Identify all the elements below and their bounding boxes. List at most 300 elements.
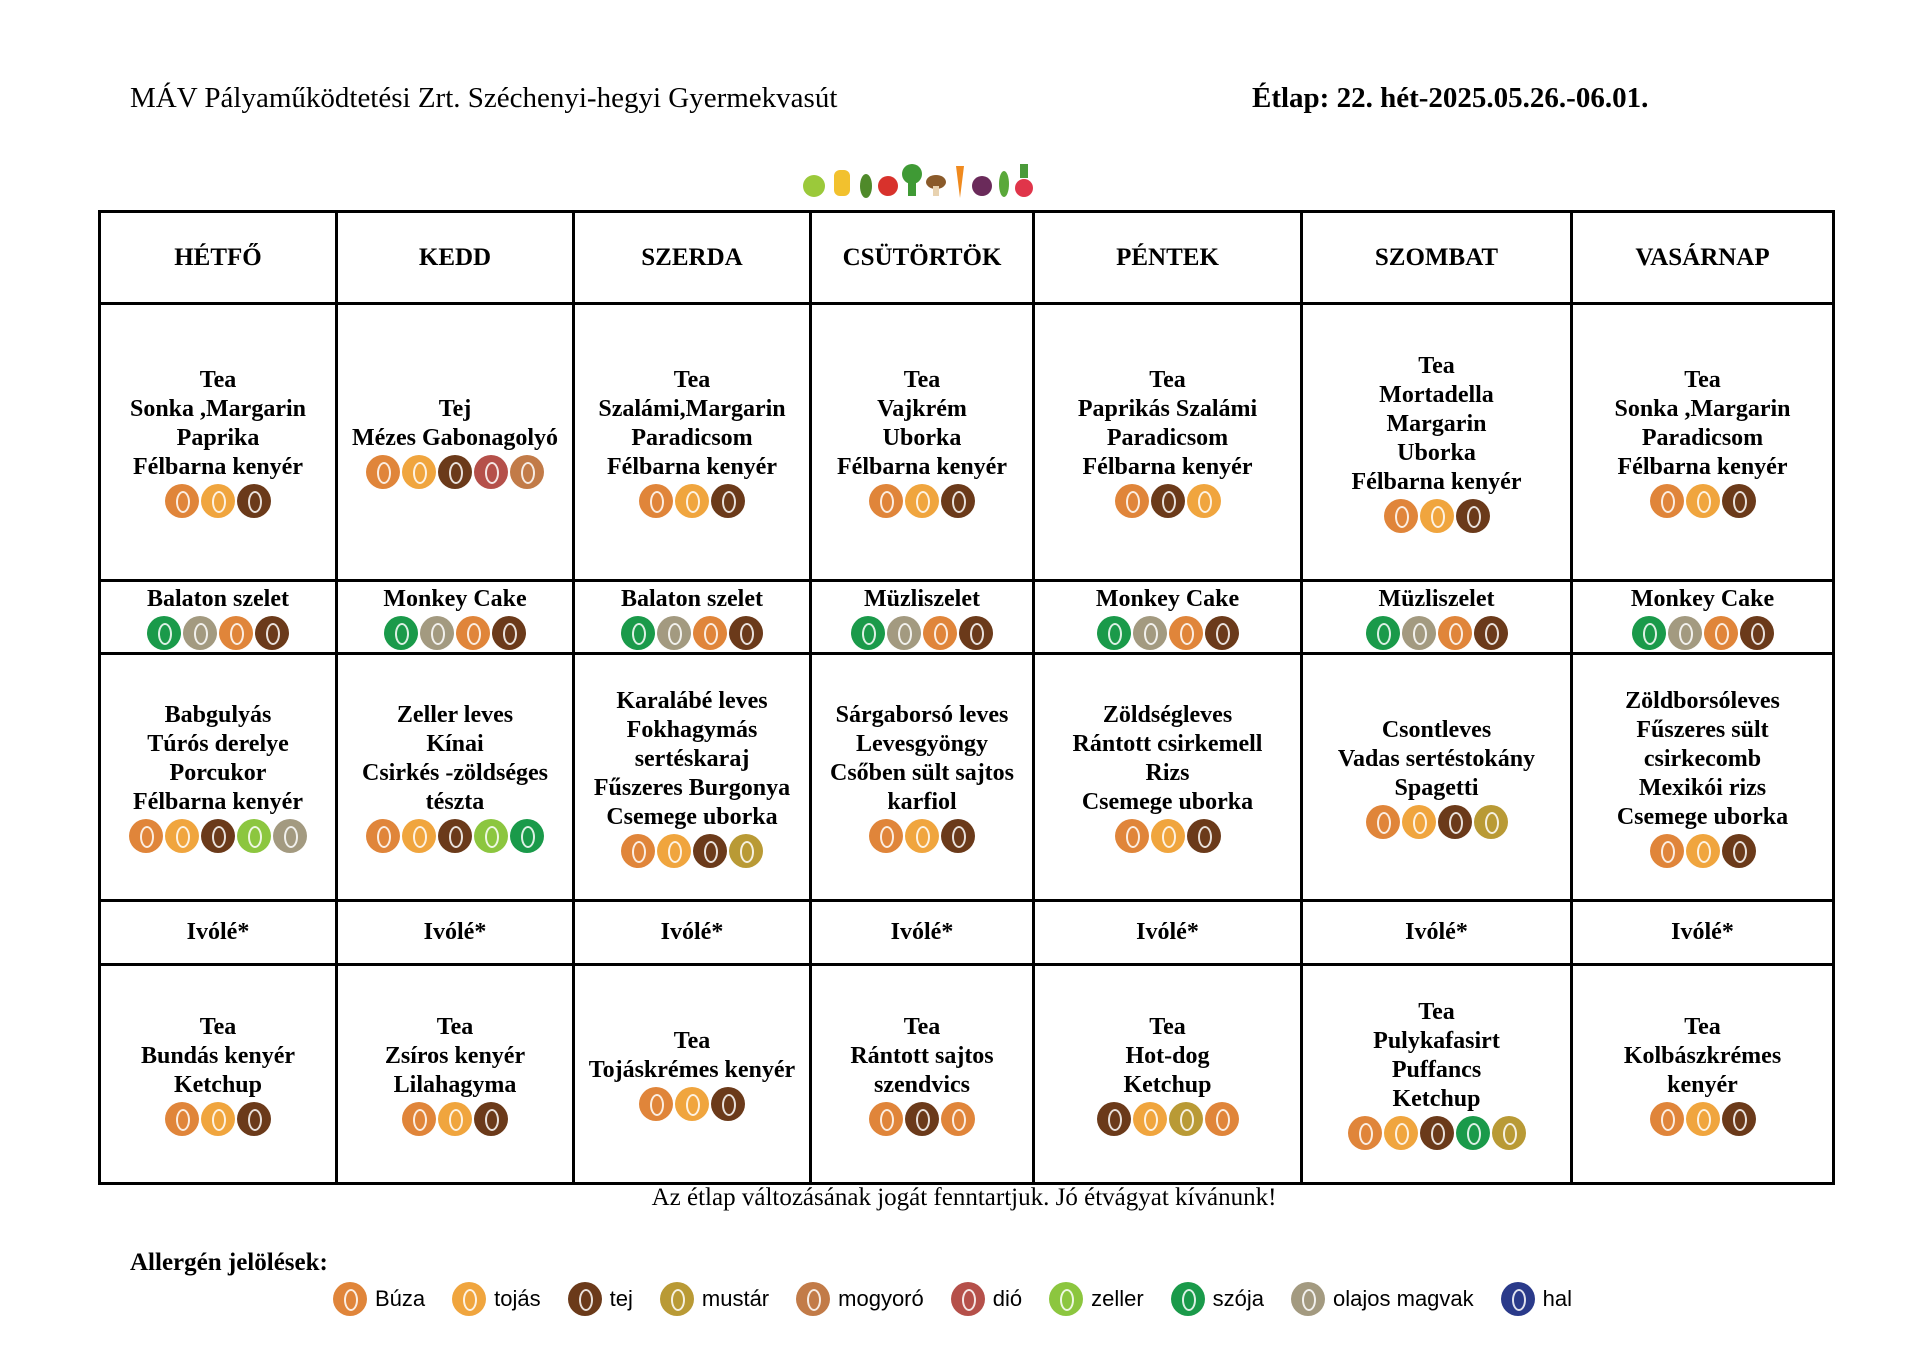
menu-item: Ivólé* xyxy=(890,919,954,945)
tej-allergen-icon xyxy=(492,616,526,650)
lunch-cell xyxy=(1302,654,1572,901)
menu-item: Félbarna kenyér xyxy=(133,454,303,480)
szoja-allergen-icon xyxy=(1097,616,1131,650)
szoja-allergen-icon xyxy=(1171,1282,1205,1316)
menu-item: Ivólé* xyxy=(1405,919,1468,945)
allergen-icons xyxy=(868,1102,976,1136)
buza-allergen-icon xyxy=(1704,616,1738,650)
tojas-allergen-icon xyxy=(402,819,436,853)
menu-item: Puffancs xyxy=(1391,1057,1482,1083)
tojas-allergen-icon xyxy=(905,484,939,518)
mustar-allergen-icon xyxy=(1169,1102,1203,1136)
menu-item: Túrós derelye xyxy=(147,731,289,757)
buza-allergen-icon xyxy=(1650,834,1684,868)
menu-item: Ivólé* xyxy=(1671,919,1734,945)
breakfast-cell xyxy=(1034,304,1302,581)
dinner-cell xyxy=(574,965,811,1184)
menu-item: Csirkés -zöldséges xyxy=(362,760,548,786)
menu-item: Tea xyxy=(1418,999,1455,1025)
olajos-allergen-icon xyxy=(1291,1282,1325,1316)
menu-item: Balaton szelet xyxy=(147,585,289,612)
allergen-icons xyxy=(1649,834,1757,868)
allergen-icons xyxy=(383,616,527,650)
snack-cell xyxy=(811,581,1034,654)
tojas-allergen-icon xyxy=(1686,1102,1720,1136)
menu-item: Zöldborsóleves xyxy=(1625,687,1780,714)
snack-row xyxy=(100,581,1834,654)
day-header: KEDD xyxy=(337,212,574,304)
dinner-cell xyxy=(1572,965,1834,1184)
menu-item: Tea xyxy=(673,1028,711,1054)
buza-allergen-icon xyxy=(639,484,673,518)
buza-allergen-icon xyxy=(1650,484,1684,518)
menu-item: Félbarna kenyér xyxy=(1351,468,1522,495)
menu-item: Mexikói rizs xyxy=(1638,774,1767,801)
menu-item: Margarin xyxy=(1386,410,1487,437)
organization-title: MÁV Pályaműködtetési Zrt. Széchenyi-hegyi Gyermekvasút xyxy=(130,82,838,114)
snack-cell xyxy=(1572,581,1834,654)
szoja-allergen-icon xyxy=(147,616,181,650)
legend-item xyxy=(1048,1282,1144,1316)
menu-item: Tea xyxy=(1418,352,1455,379)
day-header: VASÁRNAP xyxy=(1572,212,1834,304)
tej-allergen-icon xyxy=(1474,616,1508,650)
breakfast-cell xyxy=(574,304,811,581)
buza-allergen-icon xyxy=(869,1102,903,1136)
allergen-icons xyxy=(1114,484,1222,518)
menu-item: Mortadella xyxy=(1379,381,1494,408)
tej-allergen-icon xyxy=(941,484,975,518)
tej-allergen-icon xyxy=(1722,834,1756,868)
tojas-allergen-icon xyxy=(1686,484,1720,518)
dinner-cell xyxy=(1302,965,1572,1184)
allergen-icons xyxy=(1383,499,1491,533)
hal-allergen-icon xyxy=(1501,1282,1535,1316)
menu-item: Csemege uborka xyxy=(1081,789,1254,815)
menu-item: Babgulyás xyxy=(164,702,272,728)
menu-item: Levesgyöngy xyxy=(856,731,988,757)
day-header-row xyxy=(100,212,1834,304)
buza-allergen-icon xyxy=(923,616,957,650)
menu-item: Pulykafasirt xyxy=(1373,1028,1500,1054)
szoja-allergen-icon xyxy=(384,616,418,650)
menu-item: Zöldségleves xyxy=(1102,702,1233,728)
legend-label: zeller xyxy=(1091,1286,1144,1311)
footer-note: Az étlap változásának jogát fenntartjuk. Jó étvágyat kívánunk! xyxy=(651,1184,1277,1211)
tojas-allergen-icon xyxy=(1420,499,1454,533)
menu-item: Rizs xyxy=(1145,760,1190,786)
legend-item xyxy=(795,1282,924,1316)
menu-item: Sonka ,Margarin xyxy=(129,396,306,422)
olajos-allergen-icon xyxy=(1133,616,1167,650)
tej-allergen-icon xyxy=(941,819,975,853)
menu-item: Monkey Cake xyxy=(1630,585,1775,612)
tej-allergen-icon xyxy=(1151,484,1185,518)
legend-label: tojás xyxy=(494,1286,541,1311)
szoja-allergen-icon xyxy=(851,616,885,650)
buza-allergen-icon xyxy=(1650,1102,1684,1136)
mustar-allergen-icon xyxy=(660,1282,694,1316)
buza-allergen-icon xyxy=(1438,616,1472,650)
allergen-icons xyxy=(365,455,545,489)
menu-item: Félbarna kenyér xyxy=(1082,454,1253,480)
dinner-cell xyxy=(100,965,337,1184)
menu-item: Paradicsom xyxy=(1106,425,1229,451)
tej-allergen-icon xyxy=(905,1102,939,1136)
buza-allergen-icon xyxy=(1205,1102,1239,1136)
menu-item: Csontleves xyxy=(1381,716,1492,743)
snack-cell xyxy=(574,581,811,654)
tojas-allergen-icon xyxy=(201,484,235,518)
day-header: SZERDA xyxy=(574,212,811,304)
tojas-allergen-icon xyxy=(402,455,436,489)
menu-item: Ketchup xyxy=(173,1071,262,1098)
buza-allergen-icon xyxy=(1384,499,1418,533)
menu-item: Tea xyxy=(1149,367,1186,393)
tojas-allergen-icon xyxy=(1402,805,1436,839)
drink-cell xyxy=(574,901,811,965)
breakfast-cell xyxy=(100,304,337,581)
menu-item: Karalábé leves xyxy=(616,687,768,714)
legend-label: hal xyxy=(1542,1286,1573,1311)
allergen-icons xyxy=(638,1087,746,1121)
menu-item: Vajkrém xyxy=(877,396,967,422)
buza-allergen-icon xyxy=(621,834,655,868)
tojas-allergen-icon xyxy=(657,834,691,868)
day-header: CSÜTÖRTÖK xyxy=(811,212,1034,304)
legend-label: olajos magvak xyxy=(1333,1286,1474,1311)
legend-item xyxy=(659,1282,769,1316)
allergen-icons xyxy=(1347,1116,1527,1150)
legend-item xyxy=(567,1282,633,1316)
drink-cell xyxy=(1302,901,1572,965)
drink-cell xyxy=(100,901,337,965)
menu-item: Tea xyxy=(1149,1013,1186,1040)
drink-cell xyxy=(1572,901,1834,965)
tojas-allergen-icon xyxy=(165,819,199,853)
menu-item: Tea xyxy=(673,367,711,393)
tej-allergen-icon xyxy=(255,616,289,650)
allergen-legend xyxy=(332,1282,1598,1316)
menu-item: Kínai xyxy=(426,731,484,757)
tej-allergen-icon xyxy=(1456,499,1490,533)
breakfast-row xyxy=(100,304,1834,581)
menu-item: Tea xyxy=(903,1013,941,1040)
allergen-icons xyxy=(1649,1102,1757,1136)
buza-allergen-icon xyxy=(869,484,903,518)
tojas-allergen-icon xyxy=(905,819,939,853)
tej-allergen-icon xyxy=(438,819,472,853)
menu-item: Ivólé* xyxy=(660,919,724,945)
tej-allergen-icon xyxy=(568,1282,602,1316)
breakfast-cell xyxy=(1572,304,1834,581)
buza-allergen-icon xyxy=(1169,616,1203,650)
menu-item: Ivólé* xyxy=(186,919,250,945)
menu-item: karfiol xyxy=(887,789,957,815)
menu-item: Tea xyxy=(903,367,941,393)
lunch-cell xyxy=(1572,654,1834,901)
allergen-icons xyxy=(146,616,290,650)
szoja-allergen-icon xyxy=(510,819,544,853)
tej-allergen-icon xyxy=(959,616,993,650)
menu-item: Lilahagyma xyxy=(393,1071,517,1098)
menu-item: Ketchup xyxy=(1123,1071,1212,1098)
tej-allergen-icon xyxy=(1722,484,1756,518)
allergen-icons xyxy=(1096,616,1240,650)
olajos-allergen-icon xyxy=(183,616,217,650)
buza-allergen-icon xyxy=(165,484,199,518)
allergen-icons xyxy=(164,1102,272,1136)
buza-allergen-icon xyxy=(1115,484,1149,518)
buza-allergen-icon xyxy=(333,1282,367,1316)
lunch-cell xyxy=(1034,654,1302,901)
menu-item: Tea xyxy=(1684,367,1721,393)
tojas-allergen-icon xyxy=(1151,819,1185,853)
zeller-allergen-icon xyxy=(237,819,271,853)
breakfast-cell xyxy=(337,304,574,581)
menu-item: Ivólé* xyxy=(1136,919,1199,945)
menu-item: Fűszeres sült xyxy=(1636,716,1769,743)
menu-item: Paprika xyxy=(176,425,260,451)
menu-item: Fokhagymás xyxy=(626,716,758,743)
lunch-row xyxy=(100,654,1834,901)
olajos-allergen-icon xyxy=(273,819,307,853)
day-header: PÉNTEK xyxy=(1034,212,1302,304)
menu-item: kenyér xyxy=(1667,1071,1738,1098)
menu-item: Bundás kenyér xyxy=(140,1042,296,1069)
menu-item: Zeller leves xyxy=(396,702,514,728)
tojas-allergen-icon xyxy=(1187,484,1221,518)
olajos-allergen-icon xyxy=(1402,616,1436,650)
mogyoro-allergen-icon xyxy=(510,455,544,489)
menu-item: Csemege uborka xyxy=(1616,803,1789,830)
menu-item: Tojáskrémes kenyér xyxy=(588,1057,796,1083)
tej-allergen-icon xyxy=(1097,1102,1131,1136)
menu-item: Müzliszelet xyxy=(1378,585,1495,612)
mustar-allergen-icon xyxy=(1474,805,1508,839)
tojas-allergen-icon xyxy=(1133,1102,1167,1136)
menu-item: Tea xyxy=(199,1013,237,1040)
menu-item: Félbarna kenyér xyxy=(1617,454,1788,480)
menu-item: Fűszeres Burgonya xyxy=(593,774,791,801)
menu-item: Hot-dog xyxy=(1125,1042,1210,1069)
menu-item: sertéskaraj xyxy=(634,745,750,772)
day-header: HÉTFŐ xyxy=(100,212,337,304)
lunch-cell xyxy=(100,654,337,901)
menu-item: Rántott csirkemell xyxy=(1072,731,1263,757)
drink-cell xyxy=(1034,901,1302,965)
zeller-allergen-icon xyxy=(474,819,508,853)
menu-item: Ivólé* xyxy=(423,919,487,945)
allergen-icons xyxy=(868,819,976,853)
allergen-icons xyxy=(128,819,308,853)
menu-item: Zsíros kenyér xyxy=(384,1042,526,1069)
tej-allergen-icon xyxy=(438,455,472,489)
allergen-icons xyxy=(868,484,976,518)
menu-item: Tea xyxy=(199,367,237,393)
menu-item: Félbarna kenyér xyxy=(607,454,777,480)
tojas-allergen-icon xyxy=(452,1282,486,1316)
legend-item xyxy=(1290,1282,1474,1316)
szoja-allergen-icon xyxy=(1366,616,1400,650)
tej-allergen-icon xyxy=(1187,819,1221,853)
tej-allergen-icon xyxy=(201,819,235,853)
buza-allergen-icon xyxy=(366,819,400,853)
week-title: Étlap: 22. hét-2025.05.26.-06.01. xyxy=(1252,82,1649,114)
dio-allergen-icon xyxy=(474,455,508,489)
zeller-allergen-icon xyxy=(1049,1282,1083,1316)
tojas-allergen-icon xyxy=(438,1102,472,1136)
legend-item xyxy=(1500,1282,1572,1316)
dinner-cell xyxy=(1034,965,1302,1184)
legend-label: dió xyxy=(992,1286,1023,1311)
menu-item: Szalámi,Margarin xyxy=(598,396,786,422)
lunch-cell xyxy=(337,654,574,901)
olajos-allergen-icon xyxy=(657,616,691,650)
vegetables-decoration-icon xyxy=(800,158,1040,200)
mustar-allergen-icon xyxy=(1492,1116,1526,1150)
menu-item: Müzliszelet xyxy=(864,585,980,612)
menu-item: Mézes Gabonagolyó xyxy=(352,425,558,451)
dinner-cell xyxy=(337,965,574,1184)
menu-item: Tej xyxy=(438,396,472,422)
menu-item: Rántott sajtos xyxy=(850,1042,994,1069)
tej-allergen-icon xyxy=(711,484,745,518)
tej-allergen-icon xyxy=(474,1102,508,1136)
menu-item: csirkecomb xyxy=(1643,745,1762,772)
legend-item xyxy=(451,1282,540,1316)
drink-cell xyxy=(337,901,574,965)
legend-title: Allergén jelölések: xyxy=(130,1249,328,1276)
buza-allergen-icon xyxy=(366,455,400,489)
szoja-allergen-icon xyxy=(1456,1116,1490,1150)
menu-item: Csemege uborka xyxy=(606,803,778,830)
menu-item: Paprikás Szalámi xyxy=(1077,396,1258,422)
dio-allergen-icon xyxy=(951,1282,985,1316)
buza-allergen-icon xyxy=(1366,805,1400,839)
menu-item: Ketchup xyxy=(1392,1086,1481,1112)
buza-allergen-icon xyxy=(219,616,253,650)
allergen-icons xyxy=(620,616,764,650)
tojas-allergen-icon xyxy=(201,1102,235,1136)
tej-allergen-icon xyxy=(1205,616,1239,650)
menu-table xyxy=(98,210,1835,1185)
legend-label: mustár xyxy=(701,1286,770,1311)
menu-item: Balaton szelet xyxy=(621,585,763,612)
breakfast-cell xyxy=(811,304,1034,581)
drink-cell xyxy=(811,901,1034,965)
allergen-icons xyxy=(401,1102,509,1136)
buza-allergen-icon xyxy=(402,1102,436,1136)
tej-allergen-icon xyxy=(693,834,727,868)
allergen-icons xyxy=(620,834,764,868)
menu-item: Paradicsom xyxy=(1641,425,1764,451)
olajos-allergen-icon xyxy=(1668,616,1702,650)
legend-item xyxy=(950,1282,1022,1316)
allergen-icons xyxy=(1631,616,1775,650)
day-header: SZOMBAT xyxy=(1302,212,1572,304)
menu-item: Monkey Cake xyxy=(1095,585,1240,612)
snack-cell xyxy=(100,581,337,654)
menu-item: Csőben sült sajtos xyxy=(829,760,1015,786)
snack-cell xyxy=(1034,581,1302,654)
tej-allergen-icon xyxy=(237,484,271,518)
mogyoro-allergen-icon xyxy=(796,1282,830,1316)
dinner-cell xyxy=(811,965,1034,1184)
buza-allergen-icon xyxy=(1348,1116,1382,1150)
allergen-icons xyxy=(850,616,994,650)
menu-item: szendvics xyxy=(874,1071,970,1098)
allergen-icons xyxy=(1365,805,1509,839)
buza-allergen-icon xyxy=(869,819,903,853)
tej-allergen-icon xyxy=(1438,805,1472,839)
allergen-icons xyxy=(1365,616,1509,650)
tojas-allergen-icon xyxy=(1384,1116,1418,1150)
buza-allergen-icon xyxy=(941,1102,975,1136)
tej-allergen-icon xyxy=(711,1087,745,1121)
legend-item xyxy=(1170,1282,1264,1316)
menu-item: Spagetti xyxy=(1394,774,1479,801)
menu-item: Félbarna kenyér xyxy=(133,789,303,815)
tej-allergen-icon xyxy=(1722,1102,1756,1136)
allergen-icons xyxy=(1114,819,1222,853)
allergen-icons xyxy=(365,819,545,853)
legend-label: Búza xyxy=(375,1286,426,1311)
dinner-row xyxy=(100,965,1834,1184)
menu-item: Porcukor xyxy=(169,760,267,786)
snack-cell xyxy=(1302,581,1572,654)
tej-allergen-icon xyxy=(237,1102,271,1136)
lunch-cell xyxy=(811,654,1034,901)
breakfast-cell xyxy=(1302,304,1572,581)
allergen-icons xyxy=(638,484,746,518)
lunch-cell xyxy=(574,654,811,901)
menu-item: Sonka ,Margarin xyxy=(1614,396,1791,422)
legend-label: mogyoró xyxy=(838,1286,924,1311)
olajos-allergen-icon xyxy=(887,616,921,650)
buza-allergen-icon xyxy=(165,1102,199,1136)
menu-item: Paradicsom xyxy=(631,425,753,451)
menu-item: Uborka xyxy=(882,425,962,451)
drink-row xyxy=(100,901,1834,965)
menu-item: Sárgaborsó leves xyxy=(835,702,1009,728)
menu-item: Kolbászkrémes xyxy=(1623,1042,1782,1069)
buza-allergen-icon xyxy=(693,616,727,650)
buza-allergen-icon xyxy=(456,616,490,650)
buza-allergen-icon xyxy=(129,819,163,853)
tej-allergen-icon xyxy=(1420,1116,1454,1150)
szoja-allergen-icon xyxy=(621,616,655,650)
menu-item: Vadas sertéstokány xyxy=(1337,745,1536,772)
menu-item: Monkey Cake xyxy=(383,585,527,612)
tojas-allergen-icon xyxy=(675,1087,709,1121)
snack-cell xyxy=(337,581,574,654)
legend-label: tej xyxy=(609,1286,633,1311)
menu-item: Tea xyxy=(1684,1013,1721,1040)
szoja-allergen-icon xyxy=(1632,616,1666,650)
menu-item: tészta xyxy=(425,789,485,815)
legend-item xyxy=(332,1282,425,1316)
allergen-icons xyxy=(1096,1102,1240,1136)
tej-allergen-icon xyxy=(729,616,763,650)
allergen-icons xyxy=(164,484,272,518)
olajos-allergen-icon xyxy=(420,616,454,650)
tej-allergen-icon xyxy=(1740,616,1774,650)
menu-item: Tea xyxy=(436,1013,474,1040)
tojas-allergen-icon xyxy=(675,484,709,518)
allergen-icons xyxy=(1649,484,1757,518)
tojas-allergen-icon xyxy=(1686,834,1720,868)
